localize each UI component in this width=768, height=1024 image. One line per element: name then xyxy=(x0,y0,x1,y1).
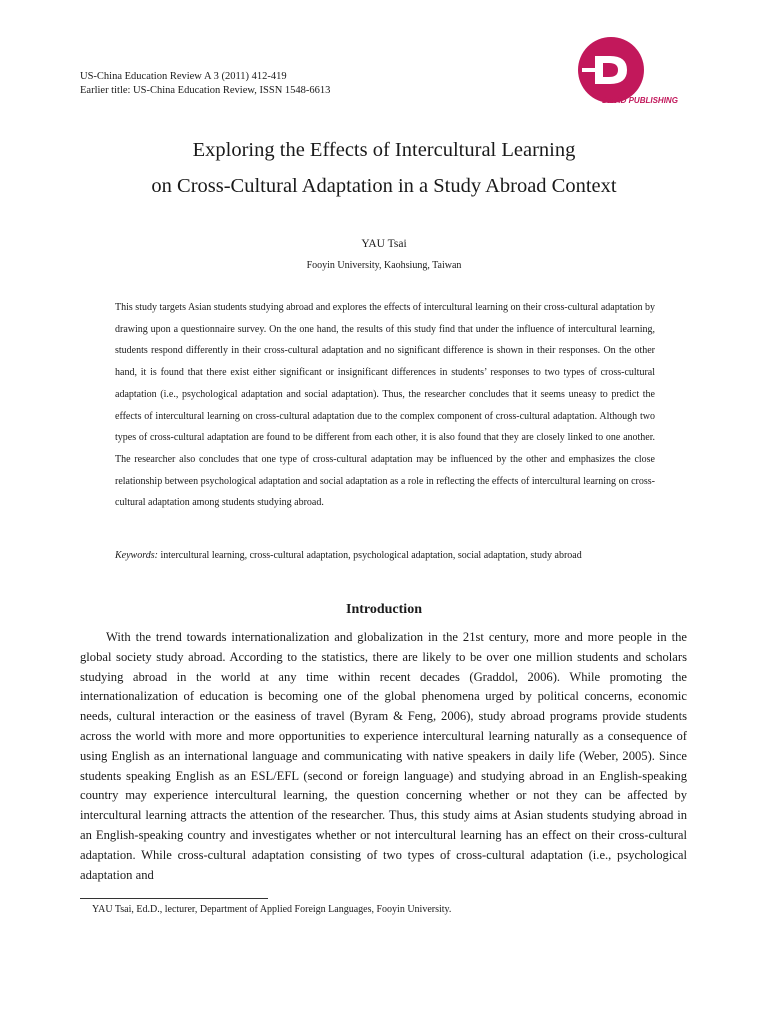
earlier-title: Earlier title: US-China Education Review, ISSN 1548-6613 xyxy=(80,85,331,96)
author-affiliation: Fooyin University, Kaohsiung, Taiwan xyxy=(306,260,462,271)
article-title xyxy=(0,132,768,204)
intro-paragraph: With the trend towards internationalization and globalization in the 21st century, more and more people in the global society study abroad. According to the statistics, there are likely to be over one million students and scholars studying abroad in the world at any time within recent decades (Graddol, 2006). While promoting the internationalization of education is becoming one of the global phenomena urged by political concerns, economic needs, cultural interaction or the easiness of travel (Byram & Feng, 2006), study abroad programs provide students across the world with more and more opportunities to experience intercultural learning naturally as a consequence of using English as an international language and communicating with native speakers in daily life (Weber, 2005). Since students speaking English as an ESL/EFL (second or foreign language) and studying abroad in an English-speaking country may experience intercultural learning, the question concerning whether or not they can be affected by intercultural learning attracts the attention of the researcher. Thus, this study aims at Asian students studying abroad in an English-speaking country and investigates whether or not intercultural learning has an effect on their cross-cultural adaptation. While cross-cultural adaptation consisting of two types of cross-cultural adaptation (i.e., psychological adaptation and xyxy=(80,630,687,882)
footnote-divider xyxy=(80,898,268,899)
journal-info xyxy=(80,70,330,98)
keywords-list: intercultural learning, cross-cultural adaptation, psychological adaptation, social adaptation, study abroad xyxy=(157,550,582,561)
section-heading-introduction: Introduction xyxy=(346,602,422,617)
keywords-label: Keywords: xyxy=(115,550,158,561)
abstract: This study targets Asian students studying abroad and explores the effects of intercultural learning on their cross-cultural adaptation by drawing upon a questionnaire survey. On the one hand, the results of this study find that under the influence of intercultural learning, students respond differently in their cross-cultural adaptation and no significant difference is shown in their responses. On the other hand, it is found that there exist either significant or insignificant differences in students’ responses to two types of cross-cultural adaptation (i.e., psychological adaptation and social adaptation). Thus, the researcher concludes that it seems uneasy to predict the effects of intercultural learning on cross-cultural adaptation due to the complex component of cross-cultural adaptation. Although two types of cross-cultural adaptation are found to be different from each other, it is also found that they are closely linked to one another. The researcher also concludes that one type of cross-cultural adaptation may be influenced by the other and emphasizes the close relationship between psychological adaptation and social adaptation as a role in reflecting the effects of intercultural learning on cross-cultural adaptation among students studying abroad. xyxy=(115,302,655,509)
footnote: YAU Tsai, Ed.D., lecturer, Department of Applied Foreign Languages, Fooyin University. xyxy=(92,904,452,915)
title-line-2: on Cross-Cultural Adaptation in a Study Abroad Context xyxy=(151,175,617,197)
journal-citation: US-China Education Review A 3 (2011) 412-419 xyxy=(80,71,287,82)
logo-text: DAVID PUBLISHING xyxy=(602,96,678,105)
title-line-1: Exploring the Effects of Intercultural Learning xyxy=(192,139,576,161)
keywords xyxy=(115,545,655,567)
david-publishing-logo xyxy=(555,36,695,112)
author-name: YAU Tsai xyxy=(361,238,407,250)
